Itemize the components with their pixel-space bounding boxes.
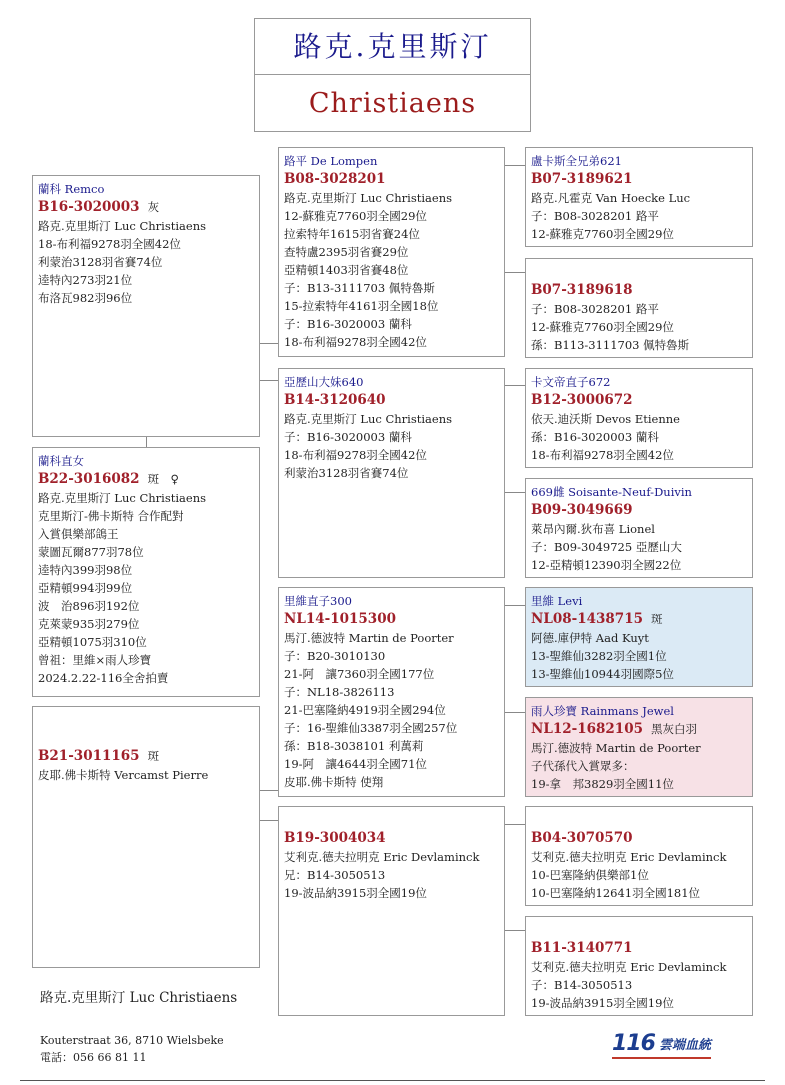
spacer [531, 921, 747, 939]
detail-line: 12-蘇雅克7760羽全國29位 [531, 320, 674, 334]
detail-line: 18-布利福9278羽全國42位 [284, 335, 427, 349]
detail-line: 21-阿 讓7360羽全國177位 [284, 667, 435, 681]
color-sex: 斑 [147, 749, 160, 763]
dam-dam-card[interactable] [278, 806, 505, 1016]
connector [260, 343, 278, 344]
ring-number-row [531, 829, 747, 848]
connector [505, 165, 525, 166]
detail-line: 路克.克里斯汀 Luc Christiaens [284, 191, 453, 205]
detail-line: 亞精頓994羽99位 [38, 581, 133, 595]
ring-number-row [531, 170, 747, 189]
ring-number: NL12-1682105 [531, 721, 643, 737]
ring-number: B12-3000672 [531, 392, 633, 408]
connector [260, 380, 278, 381]
detail-line: 子：B08-3028201 路平 [531, 209, 659, 223]
bird-name: 669雌 Soisante-Neuf-Duivin [531, 485, 692, 499]
ggp-card-3[interactable] [525, 368, 753, 468]
detail-line: 萊昂內爾.狄布喜 Lionel [531, 522, 655, 536]
ring-number-row [284, 829, 499, 848]
detail-line: 布洛瓦982羽96位 [38, 291, 133, 305]
bird-name: 卡文帝直子672 [531, 375, 611, 389]
sire-sire-card[interactable] [278, 147, 505, 357]
detail-line: 蒙圖瓦爾877羽78位 [38, 545, 144, 559]
detail-line: 子：B16-3020003 蘭科 [284, 430, 412, 444]
detail-line: 子：B13-3111703 佩特魯斯 [284, 281, 435, 295]
dam-card[interactable] [32, 447, 260, 697]
detail-line: 艾利克.德夫拉明克 Eric Devlaminck [531, 960, 727, 974]
ggp-card-8[interactable] [525, 916, 753, 1016]
ring-number-row [531, 610, 747, 629]
detail-line: 波 治896羽192位 [38, 599, 140, 613]
ring-number-row [284, 610, 499, 629]
ring-number: B09-3049669 [531, 502, 633, 518]
ring-number-row [284, 391, 499, 410]
detail-line: 子：B16-3020003 蘭科 [284, 317, 412, 331]
color-sex: 斑 [650, 612, 663, 626]
detail-line: 21-巴塞隆納4919羽全國294位 [284, 703, 446, 717]
address: Kouterstraat 36, 8710 Wielsbeke [40, 1034, 224, 1047]
breeder-name: 路克.克里斯汀 Luc Christiaens [40, 990, 238, 1006]
detail-line: 艾利克.德夫拉明克 Eric Devlaminck [284, 850, 480, 864]
detail-line: 子：NL18-3826113 [284, 685, 395, 699]
ggp-card-6[interactable] [525, 697, 753, 797]
connector [505, 605, 525, 606]
detail-line: 13-聖維仙3282羽全國1位 [531, 649, 667, 663]
title-chinese: 路克.克里斯汀 [255, 19, 530, 75]
ggp-card-5[interactable] [525, 587, 753, 687]
ring-number-row [531, 391, 747, 410]
bird-name: 盧卡斯全兄弟621 [531, 154, 622, 168]
detail-line: 逵特內399羽98位 [38, 563, 133, 577]
detail-line: 艾利克.德夫拉明克 Eric Devlaminck [531, 850, 727, 864]
detail-line: 10-巴塞隆納12641羽全國181位 [531, 886, 701, 900]
detail-line: 18-布利福9278羽全國42位 [38, 237, 181, 251]
ring-number-row [531, 501, 747, 520]
detail-line: 阿德.庫伊特 Aad Kuyt [531, 631, 649, 645]
connector [505, 824, 525, 825]
ring-number: B08-3028201 [284, 171, 386, 187]
detail-line: 子：B20-3010130 [284, 649, 386, 663]
bird-name: 里維直子300 [284, 594, 352, 608]
detail-line: 亞精頓1403羽省賽48位 [284, 263, 409, 277]
contact-info [40, 1032, 224, 1066]
connector [505, 712, 525, 713]
detail-line: 皮耶.佛卡斯特 Vercamst Pierre [38, 768, 209, 782]
detail-line: 12-蘇雅克7760羽全國29位 [531, 227, 674, 241]
ring-number: B04-3070570 [531, 830, 633, 846]
detail-line: 19-阿 讓4644羽全國71位 [284, 757, 427, 771]
detail-line: 19-波品納3915羽全國19位 [284, 886, 427, 900]
ring-number: NL08-1438715 [531, 611, 643, 627]
detail-line: 孫：B16-3020003 蘭科 [531, 430, 659, 444]
ring-number: B07-3189618 [531, 282, 633, 298]
bird-name: 路平 De Lompen [284, 154, 378, 168]
logo-underline [612, 1057, 711, 1059]
detail-line: 12-蘇雅克7760羽全國29位 [284, 209, 427, 223]
detail-line: 查特盧2395羽省賽29位 [284, 245, 409, 259]
detail-line: 15-拉索特年4161羽全國18位 [284, 299, 439, 313]
detail-line: 入賞俱樂部鴿王 [38, 527, 119, 541]
ring-number: B22-3016082 [38, 471, 140, 487]
detail-line: 18-布利福9278羽全國42位 [531, 448, 674, 462]
detail-line: 路克.凡霍克 Van Hoecke Luc [531, 191, 691, 205]
ring-number: B11-3140771 [531, 940, 633, 956]
spacer [531, 811, 747, 829]
connector [260, 820, 278, 821]
sire-card[interactable] [32, 175, 260, 437]
phone: 電話：056 66 81 11 [40, 1051, 147, 1064]
detail-line: 亞精頓1075羽310位 [38, 635, 147, 649]
ring-number-row [38, 470, 254, 489]
ring-number: B07-3189621 [531, 171, 633, 187]
detail-line: 馬汀.德波特 Martin de Poorter [531, 741, 701, 755]
spacer [531, 263, 747, 281]
ring-number-row [38, 747, 254, 766]
detail-line: 子：16-聖維仙3387羽全國257位 [284, 721, 458, 735]
detail-line: 19-波品納3915羽全國19位 [531, 996, 674, 1010]
spacer [38, 711, 254, 729]
ring-number: B16-3020003 [38, 199, 140, 215]
ring-number-row [38, 198, 254, 217]
detail-line: 子：B08-3028201 路平 [531, 302, 659, 316]
detail-line: 12-亞精頓12390羽全國22位 [531, 558, 682, 572]
ring-number-row [531, 720, 747, 739]
title-english: Christiaens [308, 88, 477, 119]
connector [505, 930, 525, 931]
detail-line: 利蒙治3128羽省賽74位 [38, 255, 163, 269]
bird-name: 蘭科直女 [38, 454, 84, 468]
ring-number: B14-3120640 [284, 392, 386, 408]
ring-number: B21-3011165 [38, 748, 140, 764]
color-sex: 灰 [147, 200, 160, 214]
ring-number-row [531, 939, 747, 958]
detail-line: 馬汀.德波特 Martin de Poorter [284, 631, 454, 645]
brand-logo[interactable] [612, 1030, 711, 1056]
detail-line: 子代孫代入賞眾多： [531, 759, 635, 773]
logo-text: 雲端血統 [658, 1038, 711, 1053]
page-bottom-rule [20, 1080, 765, 1081]
bird-name: 亞歷山大妹640 [284, 375, 364, 389]
detail-line: 拉索特年1615羽省賽24位 [284, 227, 420, 241]
spacer [38, 729, 254, 747]
ring-number: NL14-1015300 [284, 611, 396, 627]
ring-number: B19-3004034 [284, 830, 386, 846]
connector [505, 385, 525, 386]
detail-line: 依天.迪沃斯 Devos Etienne [531, 412, 680, 426]
detail-line: 子：B14-3050513 [531, 978, 633, 992]
detail-line: 10-巴塞隆納俱樂部1位 [531, 868, 649, 882]
ggp-card-7[interactable] [525, 806, 753, 906]
connector [505, 272, 525, 273]
ggp-card-1[interactable] [525, 147, 753, 247]
detail-line: 逵特內273羽21位 [38, 273, 133, 287]
logo-number: 116 [612, 1031, 655, 1056]
bird-name: 雨人珍寶 Rainmans Jewel [531, 704, 674, 718]
ring-number-row [284, 170, 499, 189]
detail-line: 路克.克里斯汀 Luc Christiaens [38, 219, 207, 233]
detail-line: 利蒙治3128羽省賽74位 [284, 466, 409, 480]
detail-line: 兄：B14-3050513 [284, 868, 386, 882]
detail-line: 曾祖：里維×雨人珍寶 [38, 653, 152, 667]
detail-line: 克里斯汀-佛卡斯特 合作配對 [38, 509, 184, 523]
color-sex: 斑 ♀ [147, 472, 179, 486]
bird-name: 蘭科 Remco [38, 182, 105, 196]
detail-line: 克萊蒙935羽279位 [38, 617, 140, 631]
detail-line: 子：B09-3049725 亞歷山大 [531, 540, 682, 554]
pedigree-title [254, 18, 531, 132]
spacer [284, 811, 499, 829]
detail-line: 19-拿 邦3829羽全國11位 [531, 777, 674, 791]
detail-line: 路克.克里斯汀 Luc Christiaens [284, 412, 453, 426]
sire-dam-card[interactable] [278, 368, 505, 578]
detail-line: 18-布利福9278羽全國42位 [284, 448, 427, 462]
connector [505, 492, 525, 493]
detail-line: 2024.2.22-116全舍拍賣 [38, 671, 169, 685]
ggp-card-4[interactable] [525, 478, 753, 578]
detail-line: 皮耶.佛卡斯特 使翔 [284, 775, 384, 789]
detail-line: 路克.克里斯汀 Luc Christiaens [38, 491, 207, 505]
detail-line: 孫：B18-3038101 利萬莉 [284, 739, 424, 753]
third-bird-card[interactable] [32, 706, 260, 968]
ggp-card-2[interactable] [525, 258, 753, 358]
connector [146, 437, 147, 447]
dam-sire-card[interactable] [278, 587, 505, 797]
bird-name: 里維 Levi [531, 594, 583, 608]
detail-line: 孫：B113-3111703 佩特魯斯 [531, 338, 690, 352]
detail-line: 13-聖維仙10944羽國際5位 [531, 667, 674, 681]
color-sex: 黑灰白羽 [650, 722, 697, 736]
connector [260, 790, 278, 791]
ring-number-row [531, 281, 747, 300]
